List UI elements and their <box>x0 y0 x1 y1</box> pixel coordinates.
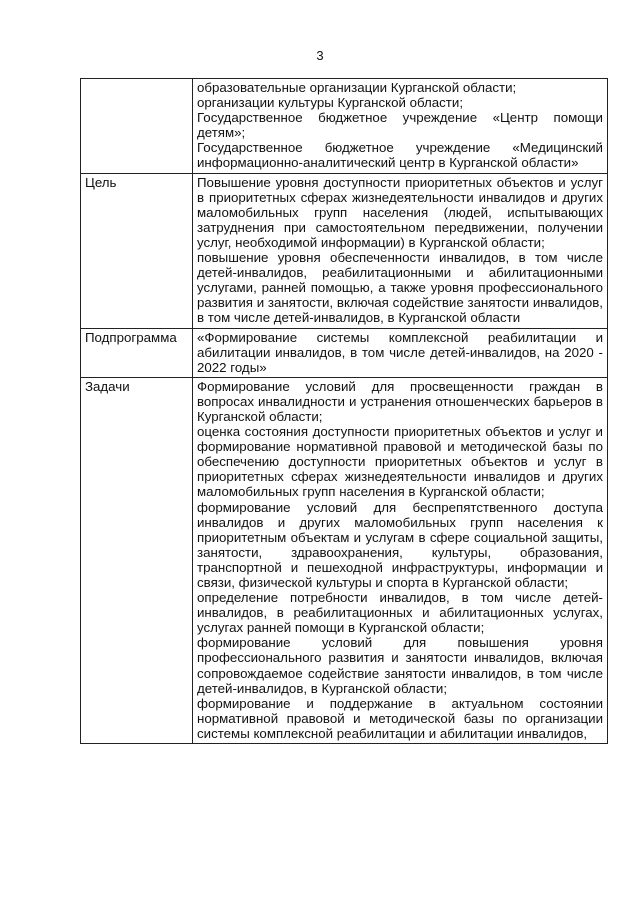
content-line: образовательные организации Курганской области; <box>197 80 517 95</box>
content-line: Государственное бюджетное учреждение «Медицинский информационно-аналитический центр в Курганской области» <box>197 140 603 171</box>
content-line: формирование условий для повышения уровня профессионального развития и занятости инвалидов, включая сопровождаемое содействие занятости инвалидов, в том числе детей-инвалидов, в Курганской области; <box>197 635 603 696</box>
content-line: Формирование условий для просвещенности граждан в вопросах инвалидности и устранения отношенческих барьеров в Курганской области; <box>197 378 603 424</box>
table-row <box>81 328 608 377</box>
row-content-cell <box>193 377 608 743</box>
content-line: Повышение уровня доступности приоритетных объектов и услуг в приоритетных сферах жизнедеятельности инвалидов и других маломобильных групп населения (людей, испытывающих затруднения при самостоятельном передвижении, получении услуг, необходимой информации) в Курганской области; <box>197 174 603 250</box>
content-line: организации культуры Курганской области; <box>197 95 464 111</box>
table-row <box>81 377 608 743</box>
row-label-cell <box>81 377 193 743</box>
row-content-cell <box>193 173 608 328</box>
content-line: формирование условий для беспрепятственного доступа инвалидов и других маломобильных групп населения к приоритетным объектам и услугам в сфере социальной защиты, занятости, здравоохранения, культуры, образования, транспортной и пешеходной инфраструктуры, информации и связи, физической культуры и спорта в Курганской области; <box>197 499 603 590</box>
table-row <box>81 79 608 174</box>
row-label-cell <box>81 79 193 174</box>
content-line: определение потребности инвалидов, в том числе детей-инвалидов, в реабилитационных и абилитационных услугах, услугах ранней помощи в Курганской области; <box>197 590 603 636</box>
passport-table <box>80 78 608 744</box>
content-line: повышение уровня обеспеченности инвалидов, в том числе детей-инвалидов, реабилитационными и абилитационными услугами, ранней помощью, а также уровня профессионального развития и занятости, включая содействие занятости инвалидов, в том числе детей-инвалидов, в Курганской области <box>197 250 603 326</box>
row-content-cell <box>193 328 608 377</box>
content-line: Государственное бюджетное учреждение «Центр помощи детям»; <box>197 110 603 141</box>
row-label-cell <box>81 328 193 377</box>
row-label: Подпрограмма <box>85 329 177 345</box>
table-row <box>81 173 608 328</box>
row-label-cell <box>81 173 193 328</box>
page-number: 3 <box>316 48 324 63</box>
row-label: Цель <box>85 174 117 190</box>
content-line: «Формирование системы комплексной реабилитации и абилитации инвалидов, в том числе детей-инвалидов, на 2020 - 2022 годы» <box>197 329 603 375</box>
content-line: оценка состояния доступности приоритетных объектов и услуг и формирование нормативной правовой и методической базы по обеспечению доступности приоритетных объектов и услуг в приоритетных сферах жизнедеятельности инвалидов и других маломобильных групп населения в Курганской области; <box>197 424 603 500</box>
row-content-cell <box>193 79 608 174</box>
content-line: формирование и поддержание в актуальном состоянии нормативной правовой и методической базы по организации системы комплексной реабилитации и абилитации инвалидов, <box>197 695 603 741</box>
row-label: Задачи <box>85 378 130 394</box>
